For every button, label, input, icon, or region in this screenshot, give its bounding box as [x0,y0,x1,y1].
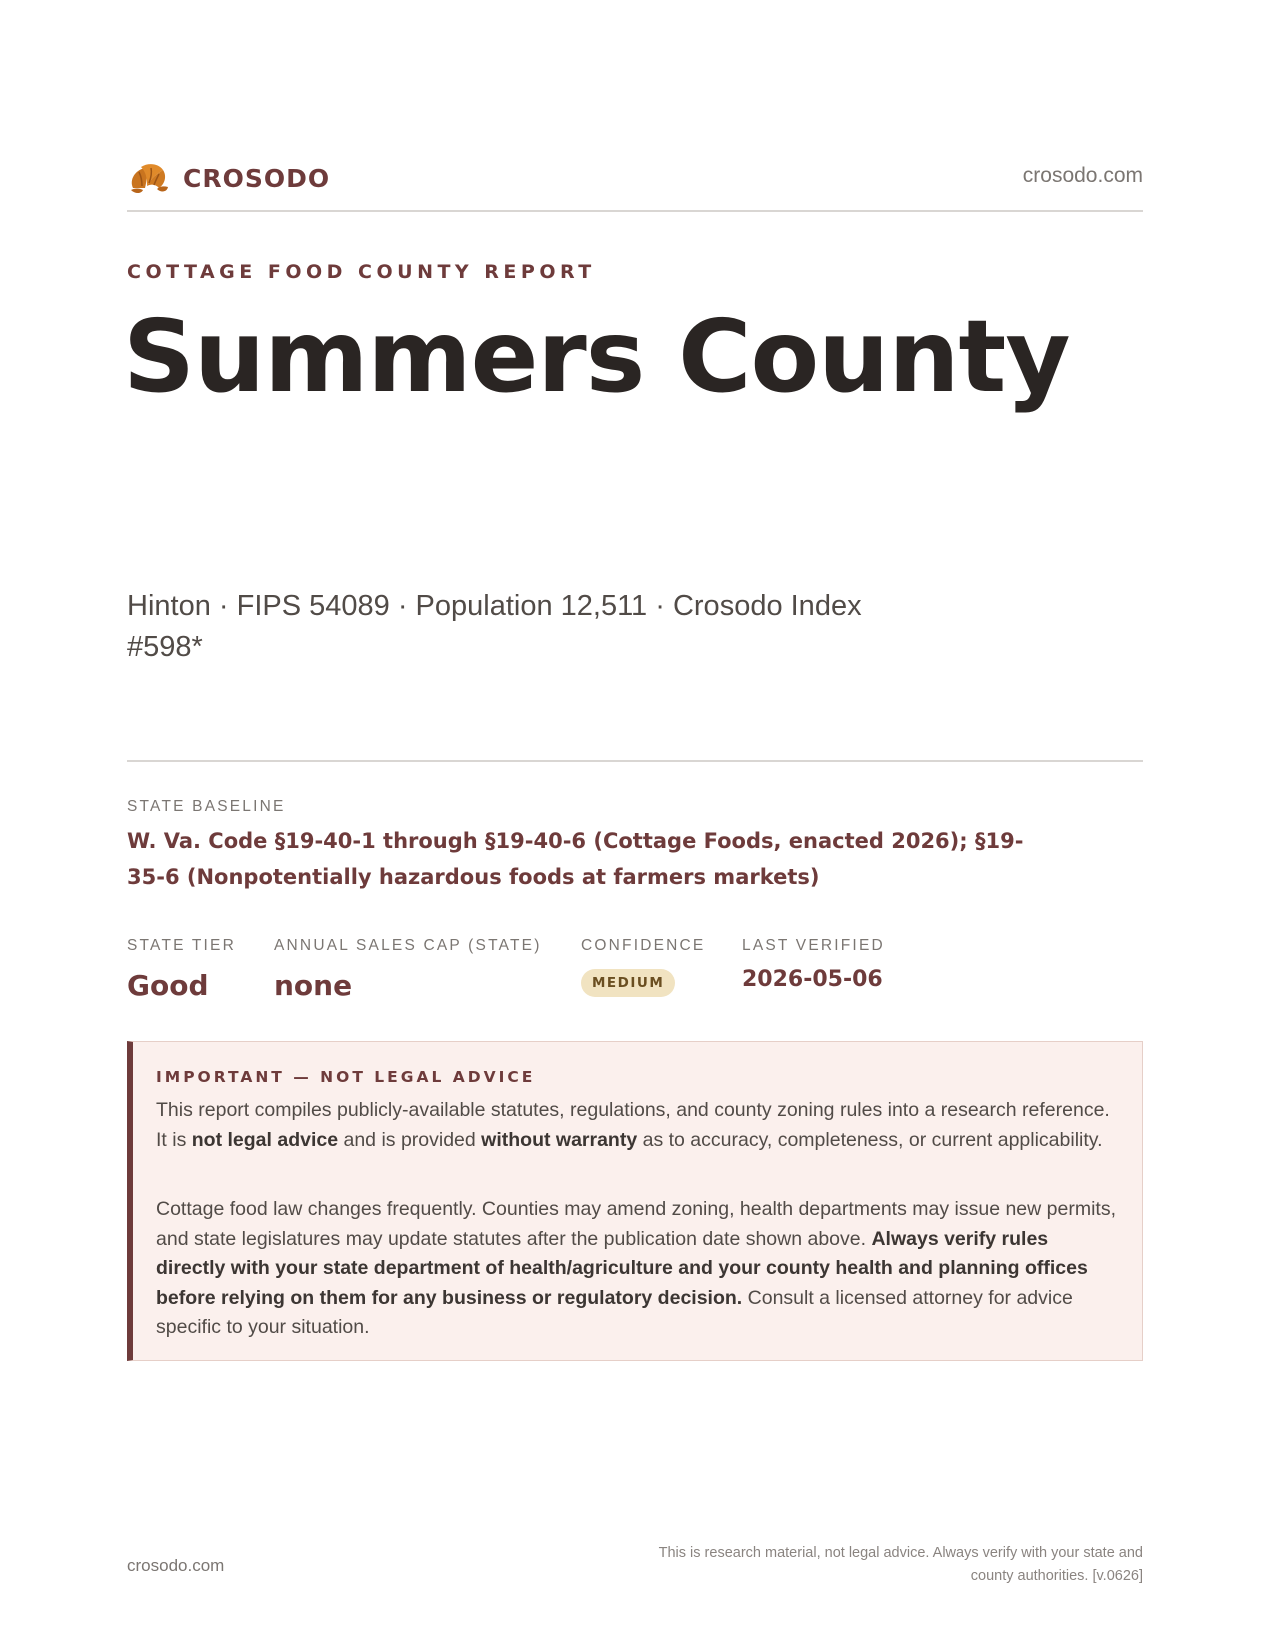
notice-paragraph-1 [156,1096,1116,1155]
brand-name: CROSODO [183,163,331,193]
confidence-badge: MEDIUM [581,969,675,997]
stat-label: CONFIDENCE [581,937,706,954]
stat-label: LAST VERIFIED [742,937,885,954]
stat-sales-cap [274,937,542,1002]
page-title: Summers County [123,298,1070,415]
baseline-label: STATE BASELINE [127,798,286,815]
legal-notice [127,1041,1143,1361]
croissant-icon [127,158,171,198]
notice-text: Cottage food law changes frequently. Counties may amend zoning, health departments may issue new permits, and state legislatures may update statutes after the publication date shown above. [156,1198,1116,1250]
stats-row [127,937,1143,1017]
notice-text: as to accuracy, completeness, or current applicability. [637,1128,1103,1151]
footer-site-url[interactable]: crosodo.com [127,1556,225,1575]
notice-text: This report compiles publicly-available statutes, regulations, and county zoning rules into a research reference. It is [156,1099,1110,1151]
report-eyebrow: COTTAGE FOOD COUNTY REPORT [127,261,596,283]
notice-text: and is provided [338,1128,482,1151]
notice-emphasis: without warranty [481,1128,638,1151]
stat-last-verified [742,937,885,992]
stat-value: Good [127,969,209,1002]
notice-emphasis: not legal advice [191,1128,339,1151]
stat-value: none [274,969,353,1002]
site-url[interactable]: crosodo.com [1022,164,1143,187]
report-page [123,0,1143,1650]
page-header [127,158,1143,212]
stat-label: ANNUAL SALES CAP (STATE) [274,937,542,954]
notice-paragraph-2 [156,1195,1116,1343]
notice-text: Consult a licensed attorney for advice specific to your situation. [156,1286,1073,1338]
baseline-citation: W. Va. Code §19-40-1 through §19-40-6 (Cottage Foods, enacted 2026); §19-35-6 (Nonpotentially hazardous foods at farmers markets) [127,829,1024,889]
notice-emphasis: Always verify rules directly with your state department of health/agriculture and your county health and planning offices before relying on them for any business or regulatory decision. [156,1227,1088,1309]
section-divider [127,760,1143,762]
brand [127,158,330,198]
report-subtitle: Hinton · FIPS 54089 · Population 12,511 · Crosodo Index #598* [127,590,862,663]
stat-label: STATE TIER [127,937,236,954]
stat-confidence [581,937,705,997]
footer-disclaimer: This is research material, not legal advice. Always verify with your state and county authorities. [v.0626] [658,1545,1143,1584]
stat-state-tier [127,937,236,1002]
notice-title: IMPORTANT — NOT LEGAL ADVICE [156,1068,536,1086]
stat-value: 2026-05-06 [742,967,883,992]
